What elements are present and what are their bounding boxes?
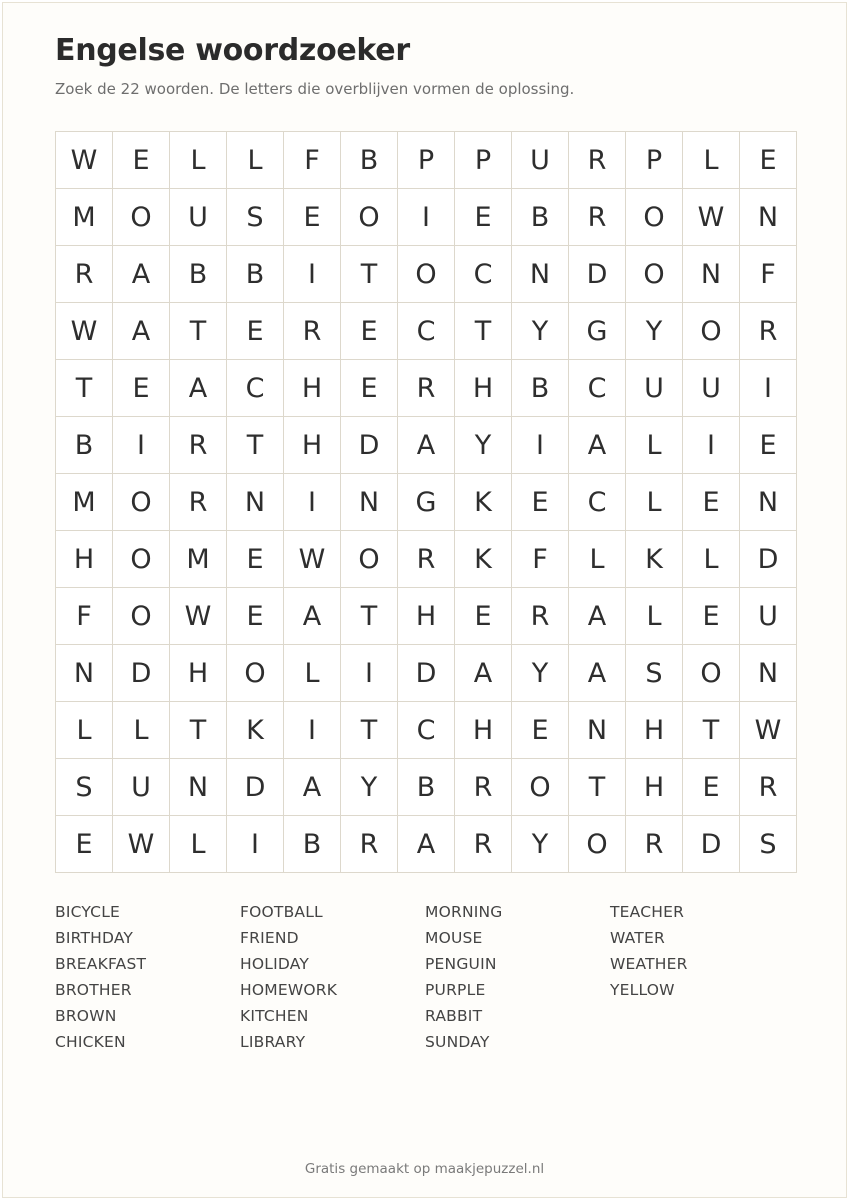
grid-cell: N xyxy=(740,645,797,702)
word-list-item: CHICKEN xyxy=(55,1033,126,1051)
grid-cell: L xyxy=(56,702,113,759)
grid-cell: E xyxy=(455,189,512,246)
grid-cell: O xyxy=(113,588,170,645)
word-list-item: LIBRARY xyxy=(240,1033,306,1051)
grid-cell: T xyxy=(341,246,398,303)
grid-cell: C xyxy=(569,474,626,531)
grid-cell: L xyxy=(170,132,227,189)
grid-cell: D xyxy=(113,645,170,702)
grid-cell: L xyxy=(569,531,626,588)
word-list-item: MOUSE xyxy=(425,929,483,947)
grid-cell: W xyxy=(56,303,113,360)
footer-credit: Gratis gemaakt op maakjepuzzel.nl xyxy=(304,1161,545,1177)
grid-cell: H xyxy=(626,759,683,816)
grid-cell: B xyxy=(512,360,569,417)
grid-cell: S xyxy=(626,645,683,702)
grid-cell: O xyxy=(398,246,455,303)
grid-cell: U xyxy=(626,360,683,417)
grid-cell: R xyxy=(740,303,797,360)
grid-cell: A xyxy=(569,588,626,645)
grid-cell: T xyxy=(341,702,398,759)
grid-cell: O xyxy=(512,759,569,816)
grid-cell: B xyxy=(227,246,284,303)
grid-cell: H xyxy=(626,702,683,759)
grid-cell: U xyxy=(113,759,170,816)
grid-cell: T xyxy=(170,303,227,360)
grid-cell: U xyxy=(683,360,740,417)
grid-cell: L xyxy=(683,132,740,189)
grid-cell: B xyxy=(56,417,113,474)
grid-cell: E xyxy=(227,531,284,588)
grid-cell: O xyxy=(113,531,170,588)
grid-cell: L xyxy=(626,417,683,474)
grid-cell: W xyxy=(56,132,113,189)
grid-cell: H xyxy=(455,360,512,417)
grid-cell: A xyxy=(455,645,512,702)
grid-cell: T xyxy=(569,759,626,816)
word-list-item: HOMEWORK xyxy=(240,981,338,999)
grid-cell: H xyxy=(170,645,227,702)
word-list-item: TEACHER xyxy=(610,903,685,921)
word-list-item: BROWN xyxy=(55,1007,117,1025)
grid-cell: D xyxy=(740,531,797,588)
grid-cell: L xyxy=(113,702,170,759)
grid-cell: W xyxy=(113,816,170,873)
grid-cell: K xyxy=(455,474,512,531)
grid-cell: R xyxy=(398,360,455,417)
grid-cell: A xyxy=(569,417,626,474)
word-list-item: WATER xyxy=(610,929,665,947)
word-list-item: MORNING xyxy=(425,903,503,921)
grid-cell: D xyxy=(341,417,398,474)
word-list xyxy=(55,901,795,1057)
grid-cell: B xyxy=(170,246,227,303)
grid-cell: U xyxy=(740,588,797,645)
grid-cell: L xyxy=(284,645,341,702)
grid-cell: D xyxy=(398,645,455,702)
grid-cell: H xyxy=(398,588,455,645)
grid-cell: L xyxy=(170,816,227,873)
grid-cell: W xyxy=(683,189,740,246)
grid-cell: E xyxy=(227,303,284,360)
grid-cell: N xyxy=(740,474,797,531)
grid-cell: F xyxy=(512,531,569,588)
grid-cell: L xyxy=(626,588,683,645)
grid-cell: N xyxy=(740,189,797,246)
grid-cell: R xyxy=(341,816,398,873)
grid-cell: I xyxy=(512,417,569,474)
grid-cell: O xyxy=(227,645,284,702)
grid-cell: A xyxy=(170,360,227,417)
grid-cell: R xyxy=(569,132,626,189)
grid-cell: I xyxy=(740,360,797,417)
grid-cell: K xyxy=(455,531,512,588)
grid-cell: A xyxy=(113,303,170,360)
grid-cell: I xyxy=(284,246,341,303)
grid-cell: E xyxy=(740,132,797,189)
grid-cell: H xyxy=(455,702,512,759)
grid-cell: F xyxy=(740,246,797,303)
grid-cell: U xyxy=(512,132,569,189)
grid-cell: G xyxy=(398,474,455,531)
word-list-item: BIRTHDAY xyxy=(55,929,134,947)
grid-cell: C xyxy=(455,246,512,303)
grid-cell: O xyxy=(626,246,683,303)
grid-cell: E xyxy=(683,588,740,645)
word-list-item: FRIEND xyxy=(240,929,299,947)
puzzle-page xyxy=(2,2,847,1198)
grid-cell: E xyxy=(683,759,740,816)
grid-cell: P xyxy=(398,132,455,189)
word-list-item: PURPLE xyxy=(425,981,486,999)
grid-cell: U xyxy=(170,189,227,246)
word-list-item: PENGUIN xyxy=(425,955,497,973)
grid-cell: I xyxy=(683,417,740,474)
grid-cell: E xyxy=(341,360,398,417)
grid-cell: O xyxy=(341,531,398,588)
grid-cell: N xyxy=(341,474,398,531)
page-title: Engelse woordzoeker xyxy=(55,33,410,68)
grid-cell: M xyxy=(56,189,113,246)
grid-cell: Y xyxy=(455,417,512,474)
grid-cell: P xyxy=(455,132,512,189)
grid-cell: H xyxy=(284,417,341,474)
grid-cell: T xyxy=(455,303,512,360)
grid-cell: A xyxy=(398,816,455,873)
grid-cell: A xyxy=(284,759,341,816)
grid-cell: O xyxy=(341,189,398,246)
grid-cell: D xyxy=(683,816,740,873)
grid-cell: L xyxy=(626,474,683,531)
grid-cell: W xyxy=(740,702,797,759)
grid-cell: B xyxy=(398,759,455,816)
word-list-item: BROTHER xyxy=(55,981,132,999)
grid-cell: O xyxy=(683,303,740,360)
grid-cell: N xyxy=(569,702,626,759)
grid-cell: I xyxy=(284,474,341,531)
grid-cell: R xyxy=(170,474,227,531)
grid-cell: R xyxy=(398,531,455,588)
grid-cell: R xyxy=(455,759,512,816)
grid-cell: R xyxy=(455,816,512,873)
word-list-item: FOOTBALL xyxy=(240,903,323,921)
grid-cell: S xyxy=(740,816,797,873)
grid-cell: R xyxy=(512,588,569,645)
grid-cell: C xyxy=(569,360,626,417)
grid-cell: K xyxy=(626,531,683,588)
word-list-item: SUNDAY xyxy=(425,1033,490,1051)
grid-cell: E xyxy=(512,474,569,531)
grid-cell: R xyxy=(626,816,683,873)
grid-cell: T xyxy=(227,417,284,474)
grid-cell: C xyxy=(227,360,284,417)
grid-cell: G xyxy=(569,303,626,360)
grid-cell: N xyxy=(227,474,284,531)
grid-cell: Y xyxy=(512,816,569,873)
grid-cell: Y xyxy=(626,303,683,360)
grid-cell: F xyxy=(56,588,113,645)
grid-cell: H xyxy=(56,531,113,588)
grid-cell: E xyxy=(284,189,341,246)
grid-cell: S xyxy=(227,189,284,246)
grid-cell: O xyxy=(683,645,740,702)
grid-cell: O xyxy=(113,189,170,246)
grid-cell: Y xyxy=(512,645,569,702)
grid-cell: N xyxy=(56,645,113,702)
grid-cell: B xyxy=(512,189,569,246)
page-subtitle: Zoek de 22 woorden. De letters die overblijven vormen de oplossing. xyxy=(55,80,575,98)
grid-cell: R xyxy=(740,759,797,816)
grid-cell: R xyxy=(284,303,341,360)
grid-cell: I xyxy=(284,702,341,759)
grid-cell: E xyxy=(113,132,170,189)
grid-cell: W xyxy=(170,588,227,645)
word-list-item: BREAKFAST xyxy=(55,955,147,973)
grid-cell: O xyxy=(569,816,626,873)
grid-cell: D xyxy=(569,246,626,303)
word-list-item: KITCHEN xyxy=(240,1007,309,1025)
grid-cell: L xyxy=(227,132,284,189)
grid-cell: F xyxy=(284,132,341,189)
grid-cell: W xyxy=(284,531,341,588)
word-list-item: HOLIDAY xyxy=(240,955,309,973)
word-list-item: BICYCLE xyxy=(55,903,121,921)
grid-cell: T xyxy=(683,702,740,759)
grid-cell: A xyxy=(398,417,455,474)
grid-cell: E xyxy=(113,360,170,417)
grid-cell: M xyxy=(56,474,113,531)
grid-cell: N xyxy=(170,759,227,816)
grid-cell: E xyxy=(455,588,512,645)
grid-cell: E xyxy=(740,417,797,474)
grid-cell: T xyxy=(170,702,227,759)
grid-cell: A xyxy=(113,246,170,303)
grid-cell: T xyxy=(56,360,113,417)
word-list-item: RABBIT xyxy=(425,1007,483,1025)
grid-cell: L xyxy=(683,531,740,588)
grid-cell: Y xyxy=(512,303,569,360)
grid-cell: D xyxy=(227,759,284,816)
grid-cell: A xyxy=(569,645,626,702)
grid-cell: O xyxy=(113,474,170,531)
letter-grid xyxy=(55,131,797,873)
grid-cell: E xyxy=(227,588,284,645)
grid-cell: I xyxy=(341,645,398,702)
grid-cell: M xyxy=(170,531,227,588)
grid-cell: R xyxy=(170,417,227,474)
grid-cell: E xyxy=(341,303,398,360)
grid-cell: C xyxy=(398,702,455,759)
grid-cell: S xyxy=(56,759,113,816)
grid-cell: E xyxy=(683,474,740,531)
grid-cell: O xyxy=(626,189,683,246)
grid-cell: I xyxy=(398,189,455,246)
grid-cell: E xyxy=(56,816,113,873)
grid-cell: I xyxy=(227,816,284,873)
grid-cell: B xyxy=(284,816,341,873)
grid-cell: Y xyxy=(341,759,398,816)
grid-cell: A xyxy=(284,588,341,645)
word-list-item: WEATHER xyxy=(610,955,688,973)
grid-cell: B xyxy=(341,132,398,189)
grid-cell: I xyxy=(113,417,170,474)
grid-cell: P xyxy=(626,132,683,189)
grid-cell: H xyxy=(284,360,341,417)
word-list-item: YELLOW xyxy=(610,981,675,999)
grid-cell: R xyxy=(56,246,113,303)
grid-cell: C xyxy=(398,303,455,360)
grid-cell: K xyxy=(227,702,284,759)
grid-cell: R xyxy=(569,189,626,246)
grid-cell: E xyxy=(512,702,569,759)
grid-cell: T xyxy=(341,588,398,645)
grid-cell: N xyxy=(512,246,569,303)
grid-cell: N xyxy=(683,246,740,303)
